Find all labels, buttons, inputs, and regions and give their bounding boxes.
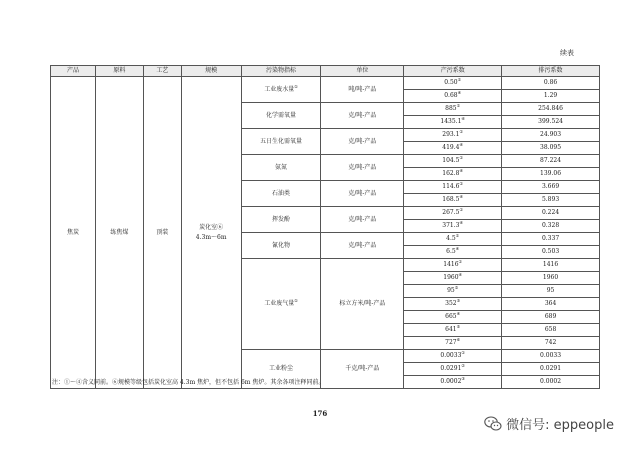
header-cell: 产品: [51, 66, 96, 77]
footnote-mark: ④: [459, 142, 464, 147]
footnote-mark: ①: [458, 259, 463, 264]
wechat-icon: [484, 416, 502, 432]
header-cell: 产污系数: [404, 66, 502, 77]
indicator-cell: [241, 181, 321, 207]
footnote-mark: ①: [459, 207, 464, 212]
footnote-mark: ①: [457, 77, 462, 82]
coefficient-value: 665: [445, 313, 457, 320]
production-coefficient-cell: [404, 246, 502, 259]
coefficient-value: 114.6: [442, 183, 460, 190]
production-coefficient-cell: [404, 103, 502, 116]
indicator-label: 工业废气量: [264, 300, 295, 307]
footnote-mark: ①: [459, 155, 464, 160]
discharge-coefficient-cell: 399.524: [502, 116, 600, 129]
coefficient-value: 419.4: [442, 144, 460, 151]
discharge-coefficient-cell: 1.29: [502, 90, 600, 103]
footnote-mark: ④: [459, 194, 464, 199]
table-footnote: 注：①～④含义同前。⑥规模等级包括炭化室高 4.3m 焦炉，但不包括 6m 焦炉。其余各项注释同前。: [52, 379, 325, 386]
footnote-mark: ④: [461, 116, 465, 121]
production-coefficient-cell: [404, 350, 502, 363]
table-header-row: [51, 66, 600, 77]
scale-line: 炭化室⑥: [199, 223, 224, 231]
indicator-label: 化学需氧量: [266, 111, 297, 119]
discharge-coefficient-cell: 0.0002: [502, 376, 600, 389]
unit-cell: 克/吨-产品: [321, 207, 404, 233]
discharge-coefficient-cell: 95: [502, 285, 600, 298]
production-coefficient-cell: [404, 168, 502, 181]
coefficient-value: 1416: [443, 261, 459, 268]
footnote-mark: ②: [461, 363, 465, 368]
discharge-coefficient-cell: 658: [502, 324, 600, 337]
discharge-coefficient-cell: 0.328: [502, 220, 600, 233]
indicator-label: 五日生化需氧量: [260, 137, 303, 145]
coefficient-value: 0.0291: [440, 365, 462, 372]
header-cell: 原料: [95, 66, 143, 77]
production-coefficient-cell: [404, 155, 502, 168]
discharge-coefficient-cell: 24.903: [502, 129, 600, 142]
production-coefficient-cell: [404, 285, 502, 298]
discharge-coefficient-cell: 3.669: [502, 181, 600, 194]
unit-cell: 吨/吨-产品: [321, 77, 404, 103]
emission-coefficient-table: [50, 65, 600, 389]
discharge-coefficient-cell: 742: [502, 337, 600, 350]
discharge-coefficient-cell: 5.893: [502, 194, 600, 207]
discharge-coefficient-cell: 364: [502, 298, 600, 311]
footnote-mark: ②: [454, 285, 459, 290]
coefficient-value: 0.50: [444, 79, 458, 86]
production-coefficient-cell: [404, 181, 502, 194]
discharge-coefficient-cell: 0.503: [502, 246, 600, 259]
watermark: [484, 414, 614, 433]
header-cell: 排污系数: [502, 66, 600, 77]
production-coefficient-cell: [404, 376, 502, 389]
unit-cell: 克/吨-产品: [321, 155, 404, 181]
coefficient-value: 168.5: [442, 196, 460, 203]
coefficient-value: 727: [445, 339, 457, 346]
production-coefficient-cell: [404, 311, 502, 324]
discharge-coefficient-cell: 0.337: [502, 233, 600, 246]
production-coefficient-cell: [404, 337, 502, 350]
discharge-coefficient-cell: 87.224: [502, 155, 600, 168]
coefficient-value: 641: [445, 326, 457, 333]
production-coefficient-cell: [404, 233, 502, 246]
production-coefficient-cell: [404, 77, 502, 90]
header-cell: 工艺: [143, 66, 181, 77]
footnote-mark: ④: [456, 311, 461, 316]
indicator-label: 氨氮: [275, 163, 288, 171]
material-cell: 练焦煤: [95, 77, 143, 389]
coefficient-value: 293.1: [442, 131, 460, 138]
coefficient-value: 0.0002: [440, 378, 462, 385]
footnote-mark: ①: [294, 83, 298, 89]
indicator-cell: [241, 233, 321, 259]
discharge-coefficient-cell: 254.846: [502, 103, 600, 116]
header-cell: 单位: [321, 66, 404, 77]
production-coefficient-cell: [404, 298, 502, 311]
production-coefficient-cell: [404, 324, 502, 337]
production-coefficient-cell: [404, 142, 502, 155]
coefficient-value: 885: [445, 105, 457, 112]
indicator-cell: [241, 155, 321, 181]
continued-label: 续表: [560, 49, 574, 57]
footnote-mark: ③: [456, 298, 461, 303]
process-cell: 顶装: [143, 77, 181, 389]
coefficient-value: 371.3: [442, 222, 460, 229]
watermark-text: 微信号: eppeople: [506, 418, 614, 433]
discharge-coefficient-cell: 0.86: [502, 77, 600, 90]
coefficient-value: 6.5: [446, 248, 456, 255]
footnote-mark: ①: [456, 103, 461, 108]
indicator-cell: [241, 207, 321, 233]
production-coefficient-cell: [404, 207, 502, 220]
unit-cell: 克/吨-产品: [321, 181, 404, 207]
unit-cell: 克/吨-产品: [321, 103, 404, 129]
indicator-cell: [241, 77, 321, 103]
header-cell: 污染物指标: [241, 66, 321, 77]
indicator-label: 氰化物: [272, 241, 291, 249]
production-coefficient-cell: [404, 116, 502, 129]
footnote-mark: ①: [459, 129, 464, 134]
indicator-label: 石油类: [272, 189, 291, 197]
discharge-coefficient-cell: 1416: [502, 259, 600, 272]
indicator-label: 工业粉尘: [269, 365, 294, 372]
indicator-cell: [241, 259, 321, 350]
production-coefficient-cell: [404, 363, 502, 376]
coefficient-value: 1435.1: [440, 118, 462, 125]
coefficient-value: 4.5: [446, 235, 456, 242]
indicator-cell: [241, 129, 321, 155]
discharge-coefficient-cell: 139.06: [502, 168, 600, 181]
indicator-label: 挥发酚: [272, 215, 291, 223]
footnote-mark: ④: [455, 246, 460, 251]
production-coefficient-cell: [404, 259, 502, 272]
coefficient-value: 352: [445, 300, 457, 307]
footnote-mark: ④: [457, 90, 462, 95]
production-coefficient-cell: [404, 129, 502, 142]
unit-cell: 标立方米/吨-产品: [321, 259, 404, 350]
header-cell: 规模: [181, 66, 241, 77]
footnote-mark: ⑥: [456, 337, 461, 342]
footnote-mark: ③: [461, 376, 465, 381]
page-number: 176: [312, 409, 328, 418]
production-coefficient-cell: [404, 220, 502, 233]
discharge-coefficient-cell: 689: [502, 311, 600, 324]
table-row: [51, 77, 600, 90]
scale-cell: [181, 77, 241, 389]
discharge-coefficient-cell: 0.224: [502, 207, 600, 220]
coefficient-value: 1960: [443, 274, 459, 281]
scale-line: 4.3m～6m: [195, 233, 227, 241]
discharge-coefficient-cell: 38.095: [502, 142, 600, 155]
footnote-mark: ④: [458, 272, 463, 277]
indicator-label: 工业废水量: [264, 85, 295, 93]
product-cell: 焦炭: [51, 77, 96, 389]
coefficient-value: 95: [447, 287, 455, 294]
unit-cell: 克/吨-产品: [321, 233, 404, 259]
unit-cell: 克/吨-产品: [321, 129, 404, 155]
discharge-coefficient-cell: 1960: [502, 272, 600, 285]
footnote-mark: ①: [461, 350, 465, 355]
production-coefficient-cell: [404, 194, 502, 207]
footnote-mark: ⑤: [456, 324, 461, 329]
production-coefficient-cell: [404, 272, 502, 285]
footnote-mark: ④: [459, 220, 464, 225]
footnote-mark: ①: [294, 298, 298, 303]
footnote-mark: ①: [455, 233, 460, 238]
discharge-coefficient-cell: 0.0033: [502, 350, 600, 363]
coefficient-value: 104.5: [442, 157, 460, 164]
coefficient-value: 162.8: [442, 170, 460, 177]
footnote-mark: ④: [459, 168, 464, 173]
footnote-mark: ①: [459, 181, 464, 186]
unit-cell: 千克/吨-产品: [321, 350, 404, 389]
production-coefficient-cell: [404, 90, 502, 103]
indicator-cell: [241, 103, 321, 129]
coefficient-value: 0.68: [444, 92, 458, 99]
coefficient-value: 0.0033: [440, 352, 462, 359]
discharge-coefficient-cell: 0.0291: [502, 363, 600, 376]
coefficient-value: 267.5: [442, 209, 460, 216]
